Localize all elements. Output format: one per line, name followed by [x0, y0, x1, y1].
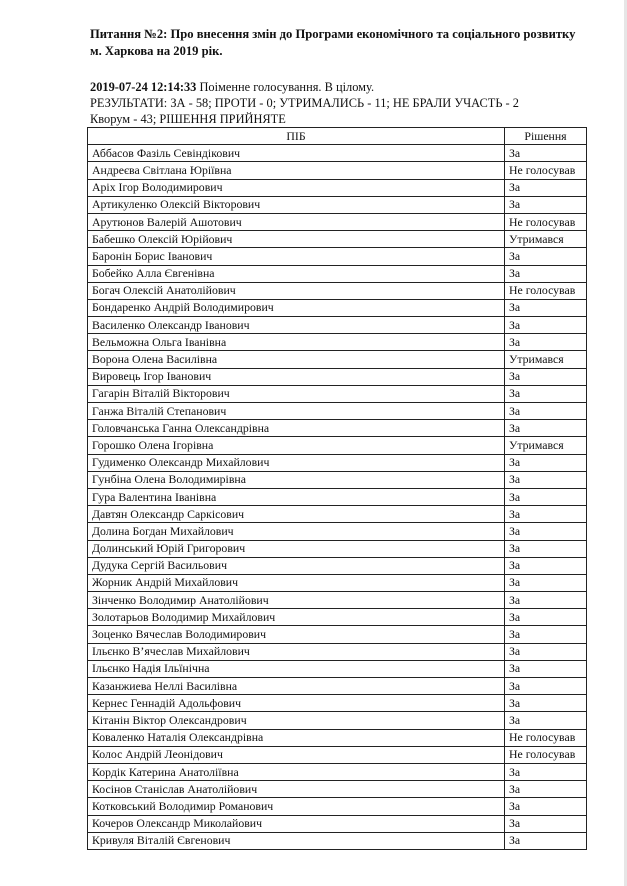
table-header-row — [88, 128, 587, 145]
vote-decision-cell: Не голосував — [505, 162, 587, 179]
table-row — [88, 523, 587, 540]
table-row — [88, 712, 587, 729]
vote-decision-cell: За — [505, 540, 587, 557]
deputy-name-cell: Арутюнов Валерій Ашотович — [88, 213, 505, 230]
table-row — [88, 437, 587, 454]
deputy-name-cell: Артикуленко Олексій Вікторович — [88, 196, 505, 213]
deputy-name-cell: Долина Богдан Михайлович — [88, 523, 505, 540]
vote-decision-cell: За — [505, 832, 587, 849]
vote-decision-cell: За — [505, 660, 587, 677]
deputy-name-cell: Андреєва Світлана Юріївна — [88, 162, 505, 179]
vote-decision-cell: За — [505, 798, 587, 815]
deputy-name-cell: Вировець Ігор Іванович — [88, 368, 505, 385]
vote-decision-cell: Утримався — [505, 351, 587, 368]
vote-decision-cell: За — [505, 454, 587, 471]
table-row — [88, 643, 587, 660]
deputy-name-cell: Гагарін Віталій Вікторович — [88, 385, 505, 402]
deputy-name-cell: Богач Олексій Анатолійович — [88, 282, 505, 299]
deputy-name-cell: Ганжа Віталій Степанович — [88, 403, 505, 420]
vote-decision-cell: За — [505, 557, 587, 574]
vote-decision-cell: За — [505, 815, 587, 832]
table-row — [88, 798, 587, 815]
deputy-name-cell: Горошко Олена Ігорівна — [88, 437, 505, 454]
vote-decision-cell: За — [505, 574, 587, 591]
title-line-1: Питання №2: Про внесення змін до Програми економічного та соціального розвитку — [90, 27, 576, 41]
table-row — [88, 609, 587, 626]
deputy-name-cell: Кітанін Віктор Олександрович — [88, 712, 505, 729]
vote-decision-cell: За — [505, 145, 587, 162]
deputy-name-cell: Золотарьов Володимир Михайлович — [88, 609, 505, 626]
table-row — [88, 231, 587, 248]
table-row — [88, 145, 587, 162]
deputy-name-cell: Головчанська Ганна Олександрівна — [88, 420, 505, 437]
deputy-name-cell: Ільєнко Надія Ільїнічна — [88, 660, 505, 677]
vote-decision-cell: Не голосував — [505, 213, 587, 230]
results-line: РЕЗУЛЬТАТИ: ЗА - 58; ПРОТИ - 0; УТРИМАЛИСЬ - 11; НЕ БРАЛИ УЧАСТЬ - 2 — [90, 96, 519, 110]
vote-decision-cell: За — [505, 781, 587, 798]
vote-decision-cell: За — [505, 488, 587, 505]
vote-decision-cell: Не голосував — [505, 282, 587, 299]
vote-decision-cell: За — [505, 626, 587, 643]
vote-decision-cell: За — [505, 712, 587, 729]
table-row — [88, 368, 587, 385]
deputy-name-cell: Баронін Борис Іванович — [88, 248, 505, 265]
votes-table — [87, 127, 587, 850]
vote-decision-cell: Утримався — [505, 437, 587, 454]
deputy-name-cell: Аббасов Фазіль Севіндікович — [88, 145, 505, 162]
vote-decision-cell: За — [505, 299, 587, 316]
table-row — [88, 454, 587, 471]
deputy-name-cell: Гудименко Олександр Михайлович — [88, 454, 505, 471]
table-row — [88, 351, 587, 368]
vote-decision-cell: За — [505, 334, 587, 351]
quorum-line: Кворум - 43; РІШЕННЯ ПРИЙНЯТЕ — [90, 112, 286, 126]
deputy-name-cell: Жорник Андрій Михайлович — [88, 574, 505, 591]
vote-decision-cell: За — [505, 678, 587, 695]
deputy-name-cell: Кернес Геннадій Адольфович — [88, 695, 505, 712]
table-row — [88, 488, 587, 505]
table-row — [88, 196, 587, 213]
table-row — [88, 763, 587, 780]
vote-decision-cell: За — [505, 196, 587, 213]
table-row — [88, 832, 587, 849]
vote-decision-cell: За — [505, 609, 587, 626]
header-name: ПІБ — [88, 128, 505, 145]
deputy-name-cell: Зінченко Володимир Анатолійович — [88, 592, 505, 609]
table-row — [88, 815, 587, 832]
deputy-name-cell: Дудука Сергій Васильович — [88, 557, 505, 574]
table-row — [88, 179, 587, 196]
vote-decision-cell: За — [505, 695, 587, 712]
table-row — [88, 626, 587, 643]
table-row — [88, 471, 587, 488]
deputy-name-cell: Давтян Олександр Саркісович — [88, 506, 505, 523]
vote-decision-cell: За — [505, 385, 587, 402]
votes-table-body — [88, 145, 587, 850]
deputy-name-cell: Зоценко Вячеслав Володимирович — [88, 626, 505, 643]
title-line-2: м. Харкова на 2019 рік. — [90, 44, 223, 58]
vote-decision-cell: За — [505, 471, 587, 488]
deputy-name-cell: Василенко Олександр Іванович — [88, 317, 505, 334]
vote-decision-cell: Утримався — [505, 231, 587, 248]
deputy-name-cell: Бабешко Олексій Юрійович — [88, 231, 505, 248]
table-row — [88, 317, 587, 334]
table-row — [88, 660, 587, 677]
vote-decision-cell: За — [505, 523, 587, 540]
deputy-name-cell: Гунбіна Олена Володимирівна — [88, 471, 505, 488]
table-row — [88, 557, 587, 574]
table-row — [88, 282, 587, 299]
vote-decision-cell: За — [505, 643, 587, 660]
vote-decision-cell: За — [505, 248, 587, 265]
vote-decision-cell: За — [505, 763, 587, 780]
vote-decision-cell: За — [505, 403, 587, 420]
vote-decision-cell: За — [505, 179, 587, 196]
session-datetime: 2019-07-24 12:14:33 — [90, 80, 197, 94]
vote-decision-cell: За — [505, 265, 587, 282]
table-row — [88, 162, 587, 179]
table-row — [88, 678, 587, 695]
deputy-name-cell: Кривуля Віталій Євгенович — [88, 832, 505, 849]
table-row — [88, 540, 587, 557]
deputy-name-cell: Гура Валентина Іванівна — [88, 488, 505, 505]
deputy-name-cell: Аріх Ігор Володимирович — [88, 179, 505, 196]
table-row — [88, 695, 587, 712]
table-row — [88, 574, 587, 591]
deputy-name-cell: Казанжиева Неллі Василівна — [88, 678, 505, 695]
session-description: Поіменне голосування. В цілому. — [196, 80, 375, 94]
table-row — [88, 334, 587, 351]
deputy-name-cell: Вельможна Ольга Іванівна — [88, 334, 505, 351]
vote-decision-cell: Не голосував — [505, 746, 587, 763]
table-row — [88, 299, 587, 316]
vote-decision-cell: За — [505, 317, 587, 334]
vote-decision-cell: За — [505, 506, 587, 523]
vote-decision-cell: За — [505, 592, 587, 609]
deputy-name-cell: Косінов Станіслав Анатолійович — [88, 781, 505, 798]
deputy-name-cell: Котковський Володимир Романович — [88, 798, 505, 815]
table-row — [88, 403, 587, 420]
table-row — [88, 506, 587, 523]
table-row — [88, 420, 587, 437]
deputy-name-cell: Ільєнко В’ячеслав Михайлович — [88, 643, 505, 660]
table-row — [88, 213, 587, 230]
table-row — [88, 248, 587, 265]
deputy-name-cell: Бобейко Алла Євгенівна — [88, 265, 505, 282]
deputy-name-cell: Ворона Олена Василівна — [88, 351, 505, 368]
table-row — [88, 729, 587, 746]
vote-decision-cell: За — [505, 420, 587, 437]
table-row — [88, 385, 587, 402]
table-row — [88, 265, 587, 282]
deputy-name-cell: Коваленко Наталія Олександрівна — [88, 729, 505, 746]
document-title — [90, 26, 600, 60]
deputy-name-cell: Кордік Катерина Анатоліївна — [88, 763, 505, 780]
table-row — [88, 781, 587, 798]
session-info — [90, 79, 374, 95]
deputy-name-cell: Колос Андрій Леонідович — [88, 746, 505, 763]
vote-decision-cell: За — [505, 368, 587, 385]
header-decision: Рішення — [505, 128, 587, 145]
vote-decision-cell: Не голосував — [505, 729, 587, 746]
table-row — [88, 746, 587, 763]
table-row — [88, 592, 587, 609]
deputy-name-cell: Кочеров Олександр Миколайович — [88, 815, 505, 832]
deputy-name-cell: Долинський Юрій Григорович — [88, 540, 505, 557]
deputy-name-cell: Бондаренко Андрій Володимирович — [88, 299, 505, 316]
